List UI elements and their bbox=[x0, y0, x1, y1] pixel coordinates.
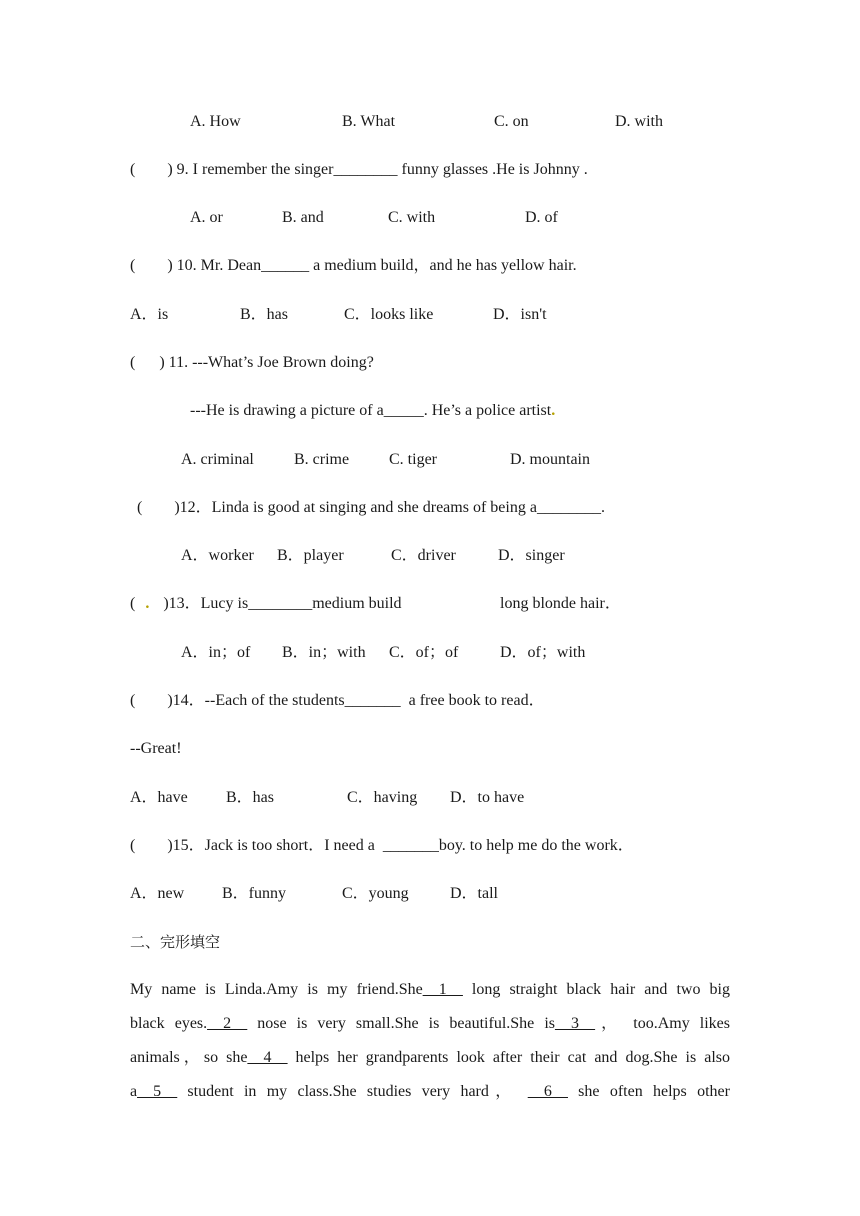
answer-paren[interactable]: ( ) bbox=[130, 837, 173, 854]
q14-option-d: D．to have bbox=[450, 789, 525, 806]
q13-option-a: A．in；of bbox=[181, 644, 251, 661]
passage-text: student in my class.She studies very hard， bbox=[177, 1083, 528, 1100]
q9-option-c: C. with bbox=[388, 209, 436, 226]
q11-option-a: A. criminal bbox=[181, 451, 254, 468]
blank-5[interactable]: __5__ bbox=[137, 1083, 178, 1100]
question-11 bbox=[130, 353, 374, 373]
q10-option-b: B．has bbox=[240, 306, 289, 323]
passage-text: long straight black hair and two big bbox=[462, 981, 731, 998]
question-text: 15．Jack is too short．I need a bbox=[172, 837, 383, 854]
blank: ________. bbox=[536, 499, 605, 516]
blank-3[interactable]: __3__ bbox=[555, 1015, 596, 1032]
passage-text: black eyes. bbox=[130, 1015, 208, 1032]
q10-option-d: D．isn't bbox=[493, 306, 547, 323]
passage-text: she often helps other bbox=[567, 1083, 730, 1100]
blank: _______ bbox=[344, 692, 401, 709]
question-text: 13．Lucy is bbox=[168, 595, 249, 612]
q15-option-d: D．tall bbox=[450, 885, 498, 902]
q9-option-d: D. of bbox=[525, 209, 558, 226]
answer-paren[interactable]: ( ) bbox=[130, 354, 165, 371]
highlight-dot: . bbox=[145, 595, 150, 612]
blank: _____ bbox=[383, 402, 424, 419]
blank: ________ bbox=[333, 161, 398, 178]
answer-text: . He’s a police artist bbox=[423, 402, 552, 419]
passage-line-3 bbox=[130, 1048, 730, 1068]
blank: ______ bbox=[261, 257, 310, 274]
q8-option-b: B. What bbox=[342, 113, 396, 130]
question-text: a free book to read． bbox=[400, 692, 545, 709]
answer-paren-open[interactable]: ( bbox=[130, 595, 136, 612]
answer-paren[interactable]: ( ) bbox=[130, 161, 173, 178]
answer-paren-close: ) bbox=[159, 595, 169, 612]
question-13-tail: long blonde hair． bbox=[500, 595, 621, 612]
answer-text: ---He is drawing a picture of a bbox=[190, 402, 384, 419]
answer-paren[interactable]: ( ) bbox=[130, 257, 173, 274]
question-13 bbox=[130, 594, 402, 614]
q12-option-a: A．worker bbox=[181, 547, 254, 564]
q14-option-b: B．has bbox=[226, 789, 275, 806]
question-11-answer bbox=[190, 401, 555, 421]
blank: _______ bbox=[382, 837, 439, 854]
q12-option-b: B．player bbox=[277, 547, 344, 564]
question-14 bbox=[130, 691, 545, 711]
q11-option-d: D. mountain bbox=[510, 451, 590, 468]
passage-line-4 bbox=[130, 1082, 730, 1102]
q8-option-d: D. with bbox=[615, 113, 663, 130]
q14-option-c: C．having bbox=[347, 789, 418, 806]
passage-text: a bbox=[130, 1083, 138, 1100]
q11-option-b: B. crime bbox=[294, 451, 350, 468]
passage-text: My name is Linda.Amy is my friend.She bbox=[130, 981, 423, 998]
question-14-reply: --Great! bbox=[130, 740, 182, 757]
q9-option-b: B. and bbox=[282, 209, 324, 226]
question-text: a medium build，and he has yellow hair. bbox=[309, 257, 577, 274]
question-15 bbox=[130, 836, 634, 856]
q9-option-a: A. or bbox=[190, 209, 223, 226]
q13-option-c: C．of；of bbox=[389, 644, 459, 661]
answer-end-mark: . bbox=[551, 402, 556, 419]
passage-line-1 bbox=[130, 980, 730, 1000]
question-text: funny glasses .He is Johnny . bbox=[397, 161, 588, 178]
q13-option-b: B．in；with bbox=[282, 644, 366, 661]
question-text: 10. Mr. Dean bbox=[172, 257, 262, 274]
answer-paren[interactable]: ( ) bbox=[130, 692, 173, 709]
q8-option-a: A. How bbox=[190, 113, 241, 130]
blank-2[interactable]: __2__ bbox=[207, 1015, 248, 1032]
q15-option-b: B．funny bbox=[222, 885, 287, 902]
question-text: 14．--Each of the students bbox=[172, 692, 345, 709]
question-text: 12．Linda is good at singing and she dreams of being a bbox=[179, 499, 537, 516]
question-text: boy. to help me do the work． bbox=[438, 837, 634, 854]
q12-option-d: D．singer bbox=[498, 547, 565, 564]
q13-option-d: D．of；with bbox=[500, 644, 586, 661]
question-9 bbox=[130, 160, 588, 180]
blank-4[interactable]: __4__ bbox=[247, 1049, 288, 1066]
q11-option-c: C. tiger bbox=[389, 451, 437, 468]
q10-option-a: A．is bbox=[130, 306, 169, 323]
question-text: 11. ---What’s Joe Brown doing? bbox=[164, 354, 374, 371]
blank: ________ bbox=[248, 595, 313, 612]
q12-option-c: C．driver bbox=[391, 547, 456, 564]
question-12 bbox=[137, 498, 605, 518]
passage-text: animals，so she bbox=[130, 1049, 248, 1066]
passage-text: helps her grandparents look after their cat and dog.She is also bbox=[287, 1049, 730, 1066]
question-text: medium build bbox=[312, 595, 402, 612]
passage-text: nose is very small.She is beautiful.She is bbox=[247, 1015, 556, 1032]
passage-line-2 bbox=[130, 1014, 730, 1034]
section-title-cloze: 二、完形填空 bbox=[130, 933, 221, 951]
q15-option-a: A．new bbox=[130, 885, 185, 902]
answer-paren[interactable]: ( ) bbox=[137, 499, 180, 516]
blank-1[interactable]: __1__ bbox=[422, 981, 463, 998]
question-10 bbox=[130, 256, 577, 276]
question-text: 9. I remember the singer bbox=[172, 161, 334, 178]
passage-text: ， too.Amy likes bbox=[595, 1015, 730, 1032]
q14-option-a: A．have bbox=[130, 789, 188, 806]
q10-option-c: C．looks like bbox=[344, 306, 434, 323]
q15-option-c: C．young bbox=[342, 885, 409, 902]
q8-option-c: C. on bbox=[494, 113, 529, 130]
blank-6[interactable]: __6__ bbox=[527, 1083, 568, 1100]
